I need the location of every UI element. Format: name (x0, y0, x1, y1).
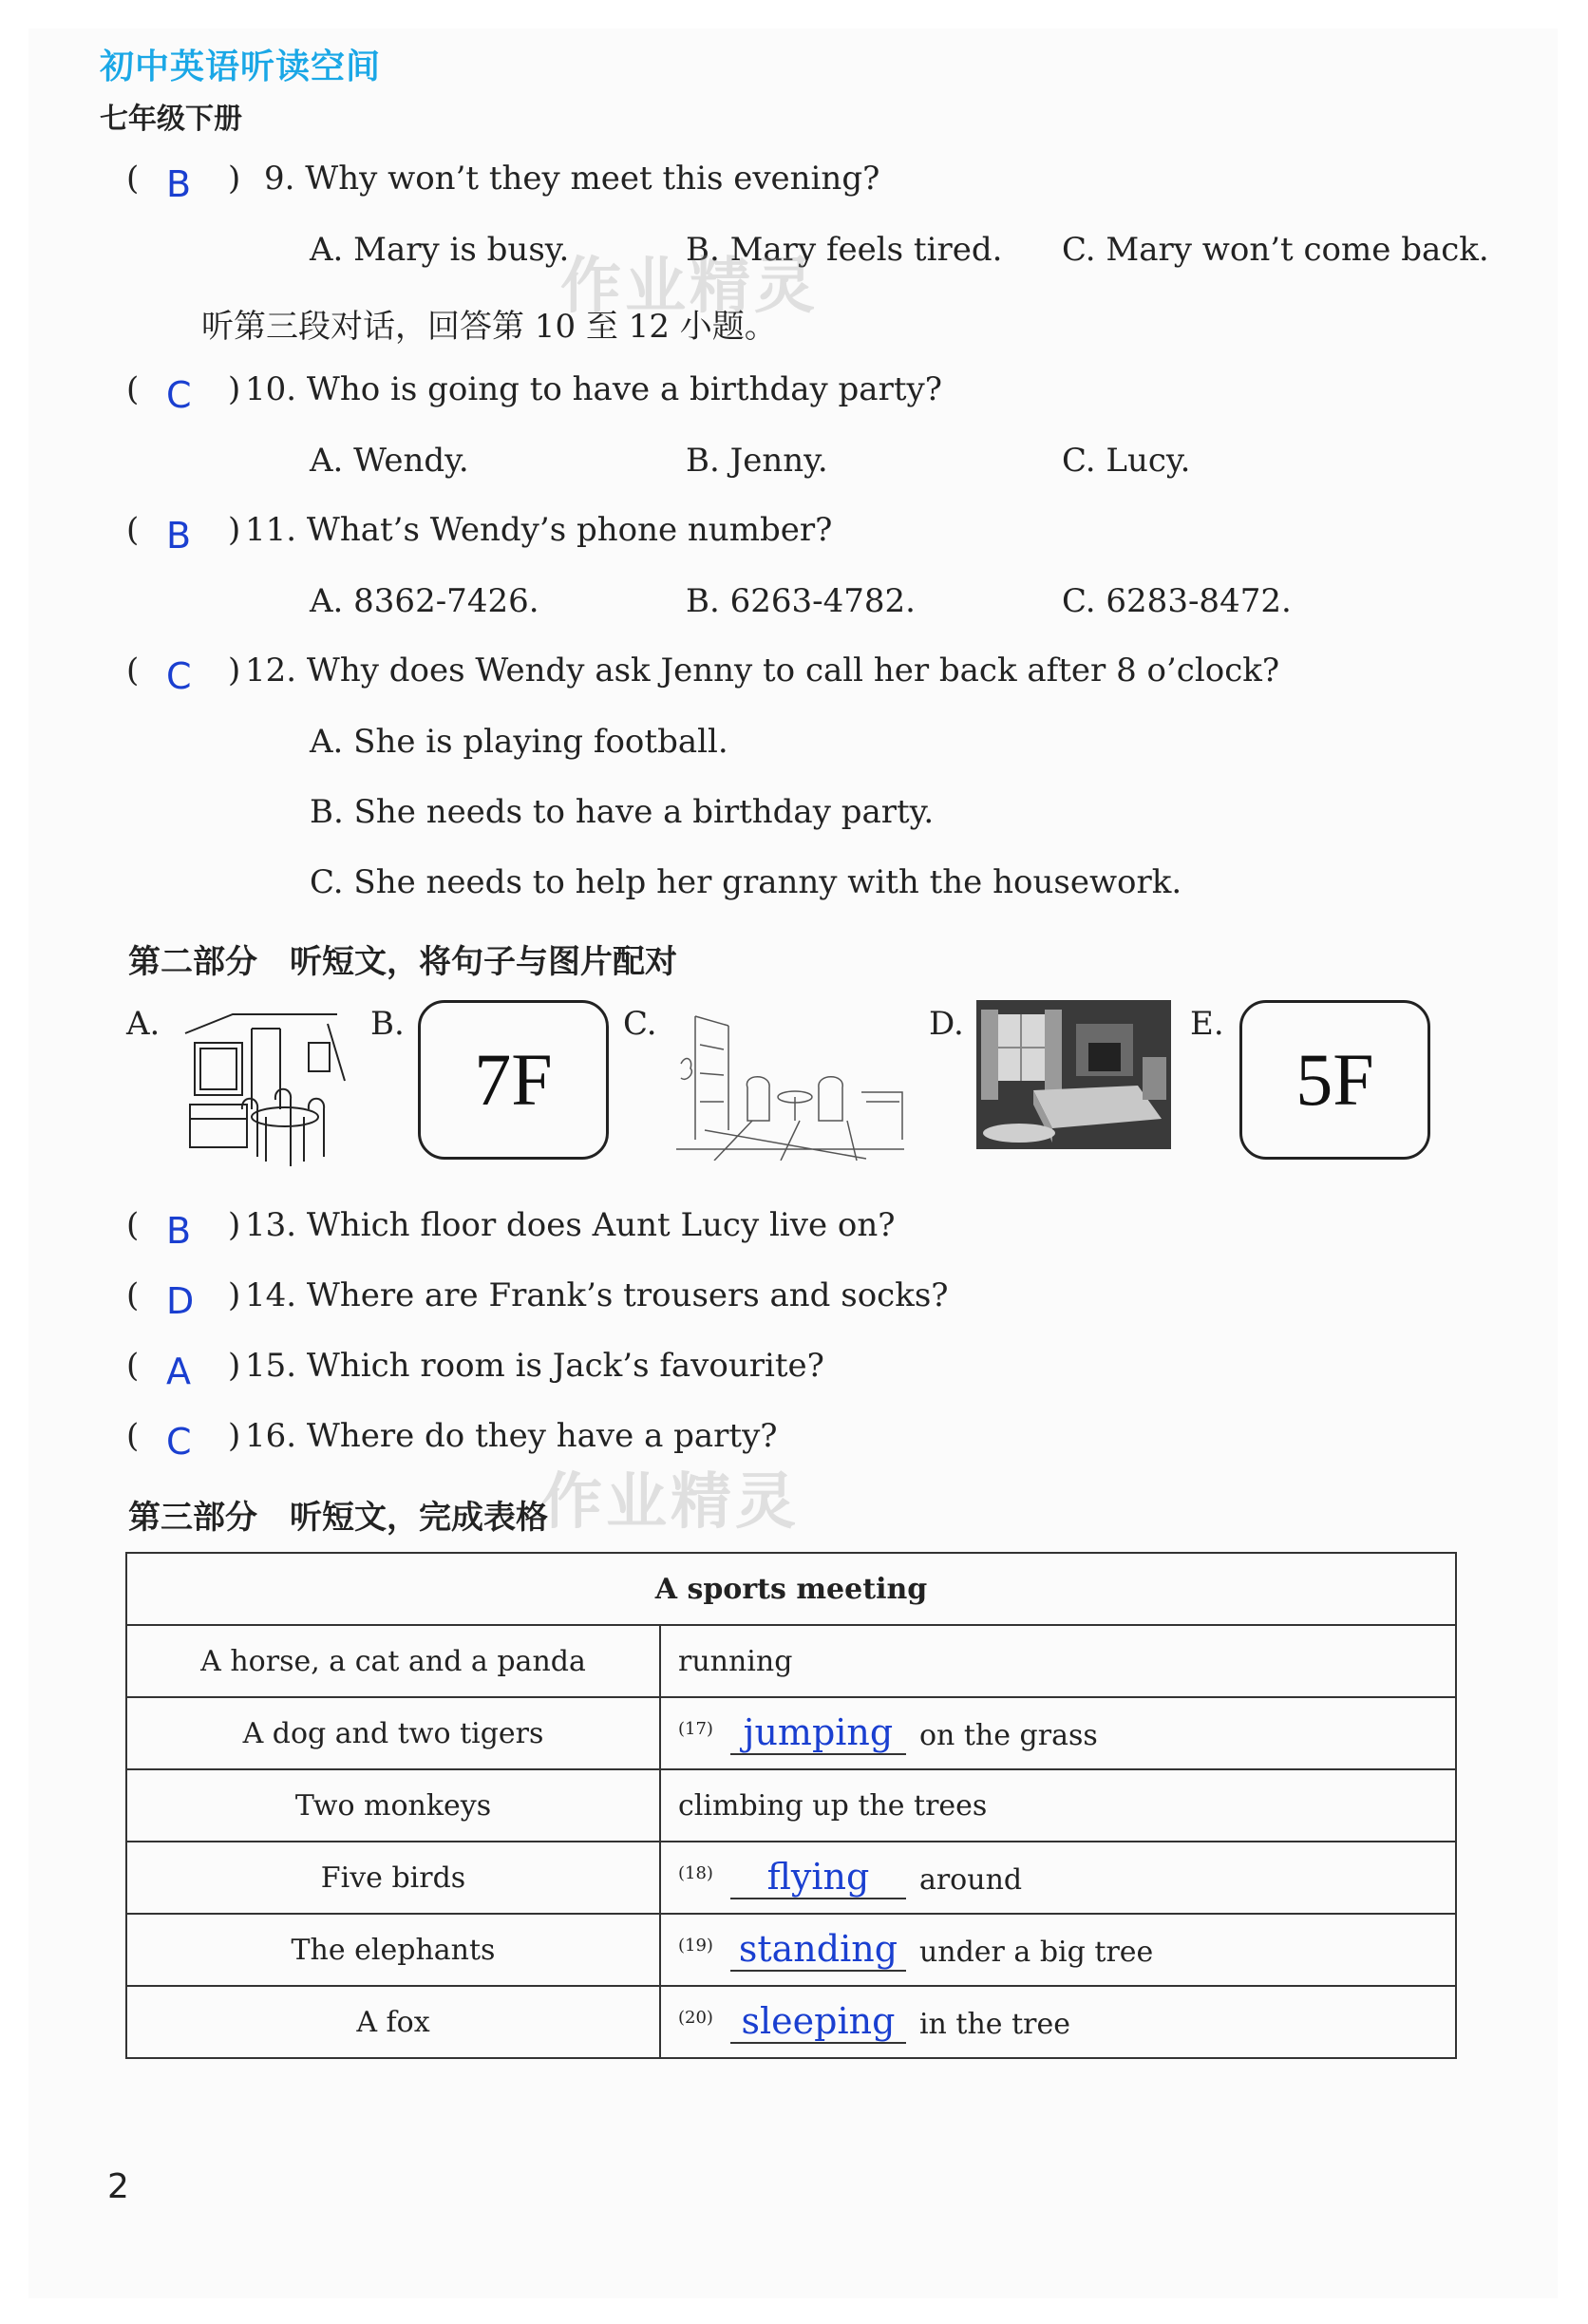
table-cell-what (660, 1625, 1456, 1697)
table-cell-who: The elephants (126, 1914, 660, 1986)
option-10c: C. Lucy. (1062, 442, 1191, 480)
paren-close: ) (228, 1347, 241, 1385)
blank-number: (18) (678, 1863, 713, 1883)
table-cell-what (660, 1697, 1456, 1769)
picture-label-d: D. (929, 1005, 964, 1043)
option-9c: C. Mary won’t come back. (1062, 231, 1489, 269)
answer-blank-19[interactable]: standing (730, 1928, 906, 1972)
question-13: 13. Which floor does Aunt Lucy live on? (245, 1206, 896, 1244)
question-10: 10. Who is going to have a birthday party? (245, 370, 942, 408)
paren-open: ( (126, 370, 140, 408)
table-header-row (126, 1553, 1456, 1625)
option-9b: B. Mary feels tired. (686, 231, 1003, 269)
picture-label-c: C. (623, 1005, 657, 1043)
activity-text: on the grass (918, 1719, 1098, 1752)
option-12c: C. She needs to help her granny with the housework. (310, 863, 1182, 901)
paren-close: ) (228, 652, 241, 690)
dialog3-instruction: 听第三段对话，回答第 10 至 12 小题。 (201, 308, 777, 346)
option-9a: A. Mary is busy. (310, 231, 570, 269)
table-cell-who: Five birds (126, 1842, 660, 1914)
floor-sign-5f: 5F (1239, 1000, 1430, 1160)
watermark-top: 作业精灵 (560, 252, 819, 322)
paren-open: ( (126, 652, 140, 690)
paren-close: ) (228, 1417, 241, 1455)
picture-label-b: B. (370, 1005, 405, 1043)
question-15: 15. Which room is Jack’s favourite? (245, 1347, 824, 1385)
blank-number: (17) (678, 1719, 713, 1739)
table-cell-who: A fox (126, 1986, 660, 2058)
paren-close: ) (228, 1206, 241, 1244)
activity-text: in the tree (918, 2008, 1070, 2041)
answer-blank-17[interactable]: jumping (730, 1711, 906, 1755)
table-title: A sports meeting (126, 1553, 1456, 1625)
bedroom-picture (976, 1000, 1171, 1149)
paren-close: ) (228, 160, 241, 198)
section3-title: 第三部分 听短文，完成表格 (128, 1499, 548, 1537)
dining-room-picture (176, 1005, 347, 1176)
option-11c: C. 6283-8472. (1062, 582, 1292, 620)
answer-q14: D (166, 1280, 195, 1322)
book-title: 初中英语听读空间 (100, 47, 382, 86)
table-row (126, 1842, 1456, 1914)
table-row (126, 1914, 1456, 1986)
option-11a: A. 8362-7426. (310, 582, 539, 620)
activity-text: running (678, 1644, 793, 1678)
activity-text: under a big tree (918, 1936, 1154, 1969)
sports-meeting-table (125, 1552, 1457, 2059)
paren-open: ( (126, 1347, 140, 1385)
question-14: 14. Where are Frank’s trousers and socks? (245, 1276, 949, 1314)
terrace-picture (676, 1007, 904, 1161)
option-10b: B. Jenny. (686, 442, 828, 480)
paren-open: ( (126, 1417, 140, 1455)
table-cell-who: A dog and two tigers (126, 1697, 660, 1769)
table-cell-what (660, 1986, 1456, 2058)
answer-q9: B (166, 163, 192, 205)
picture-label-e: E. (1190, 1005, 1224, 1043)
answer-blank-18[interactable]: flying (730, 1856, 906, 1899)
question-11: 11. What’s Wendy’s phone number? (245, 511, 833, 549)
paren-close: ) (228, 511, 241, 549)
paren-close: ) (228, 1276, 241, 1314)
paren-close: ) (228, 370, 241, 408)
table-row (126, 1625, 1456, 1697)
paren-open: ( (126, 160, 140, 198)
floor-sign-7f: 7F (418, 1000, 609, 1160)
table-row (126, 1986, 1456, 2058)
table-row (126, 1769, 1456, 1842)
picture-label-a: A. (126, 1005, 161, 1043)
table-cell-what (660, 1914, 1456, 1986)
paren-open: ( (126, 1206, 140, 1244)
activity-text: around (918, 1863, 1023, 1897)
option-12b: B. She needs to have a birthday party. (310, 793, 935, 831)
option-12a: A. She is playing football. (310, 723, 728, 761)
question-16: 16. Where do they have a party? (245, 1417, 778, 1455)
question-12: 12. Why does Wendy ask Jenny to call her back after 8 o’clock? (245, 652, 1280, 690)
answer-q16: C (166, 1421, 192, 1463)
table-cell-who: Two monkeys (126, 1769, 660, 1842)
answer-q13: B (166, 1210, 192, 1252)
table-cell-what (660, 1842, 1456, 1914)
option-10a: A. Wendy. (310, 442, 469, 480)
answer-blank-20[interactable]: sleeping (730, 2000, 906, 2044)
paren-open: ( (126, 511, 140, 549)
question-9: 9. Why won’t they meet this evening? (264, 160, 880, 198)
blank-number: (19) (678, 1936, 713, 1956)
answer-q10: C (166, 374, 192, 416)
paren-open: ( (126, 1276, 140, 1314)
answer-q15: A (166, 1351, 191, 1392)
table-row (126, 1697, 1456, 1769)
option-11b: B. 6263-4782. (686, 582, 916, 620)
activity-text: climbing up the trees (678, 1788, 988, 1823)
section2-title: 第二部分 听短文，将句子与图片配对 (128, 943, 677, 981)
table-cell-what (660, 1769, 1456, 1842)
table-cell-who: A horse, a cat and a panda (126, 1625, 660, 1697)
watermark-bottom: 作业精灵 (541, 1467, 800, 1538)
answer-q12: C (166, 655, 192, 697)
page-number: 2 (107, 2167, 129, 2206)
answer-q11: B (166, 515, 192, 557)
blank-number: (20) (678, 2008, 713, 2028)
book-subtitle: 七年级下册 (100, 103, 242, 136)
